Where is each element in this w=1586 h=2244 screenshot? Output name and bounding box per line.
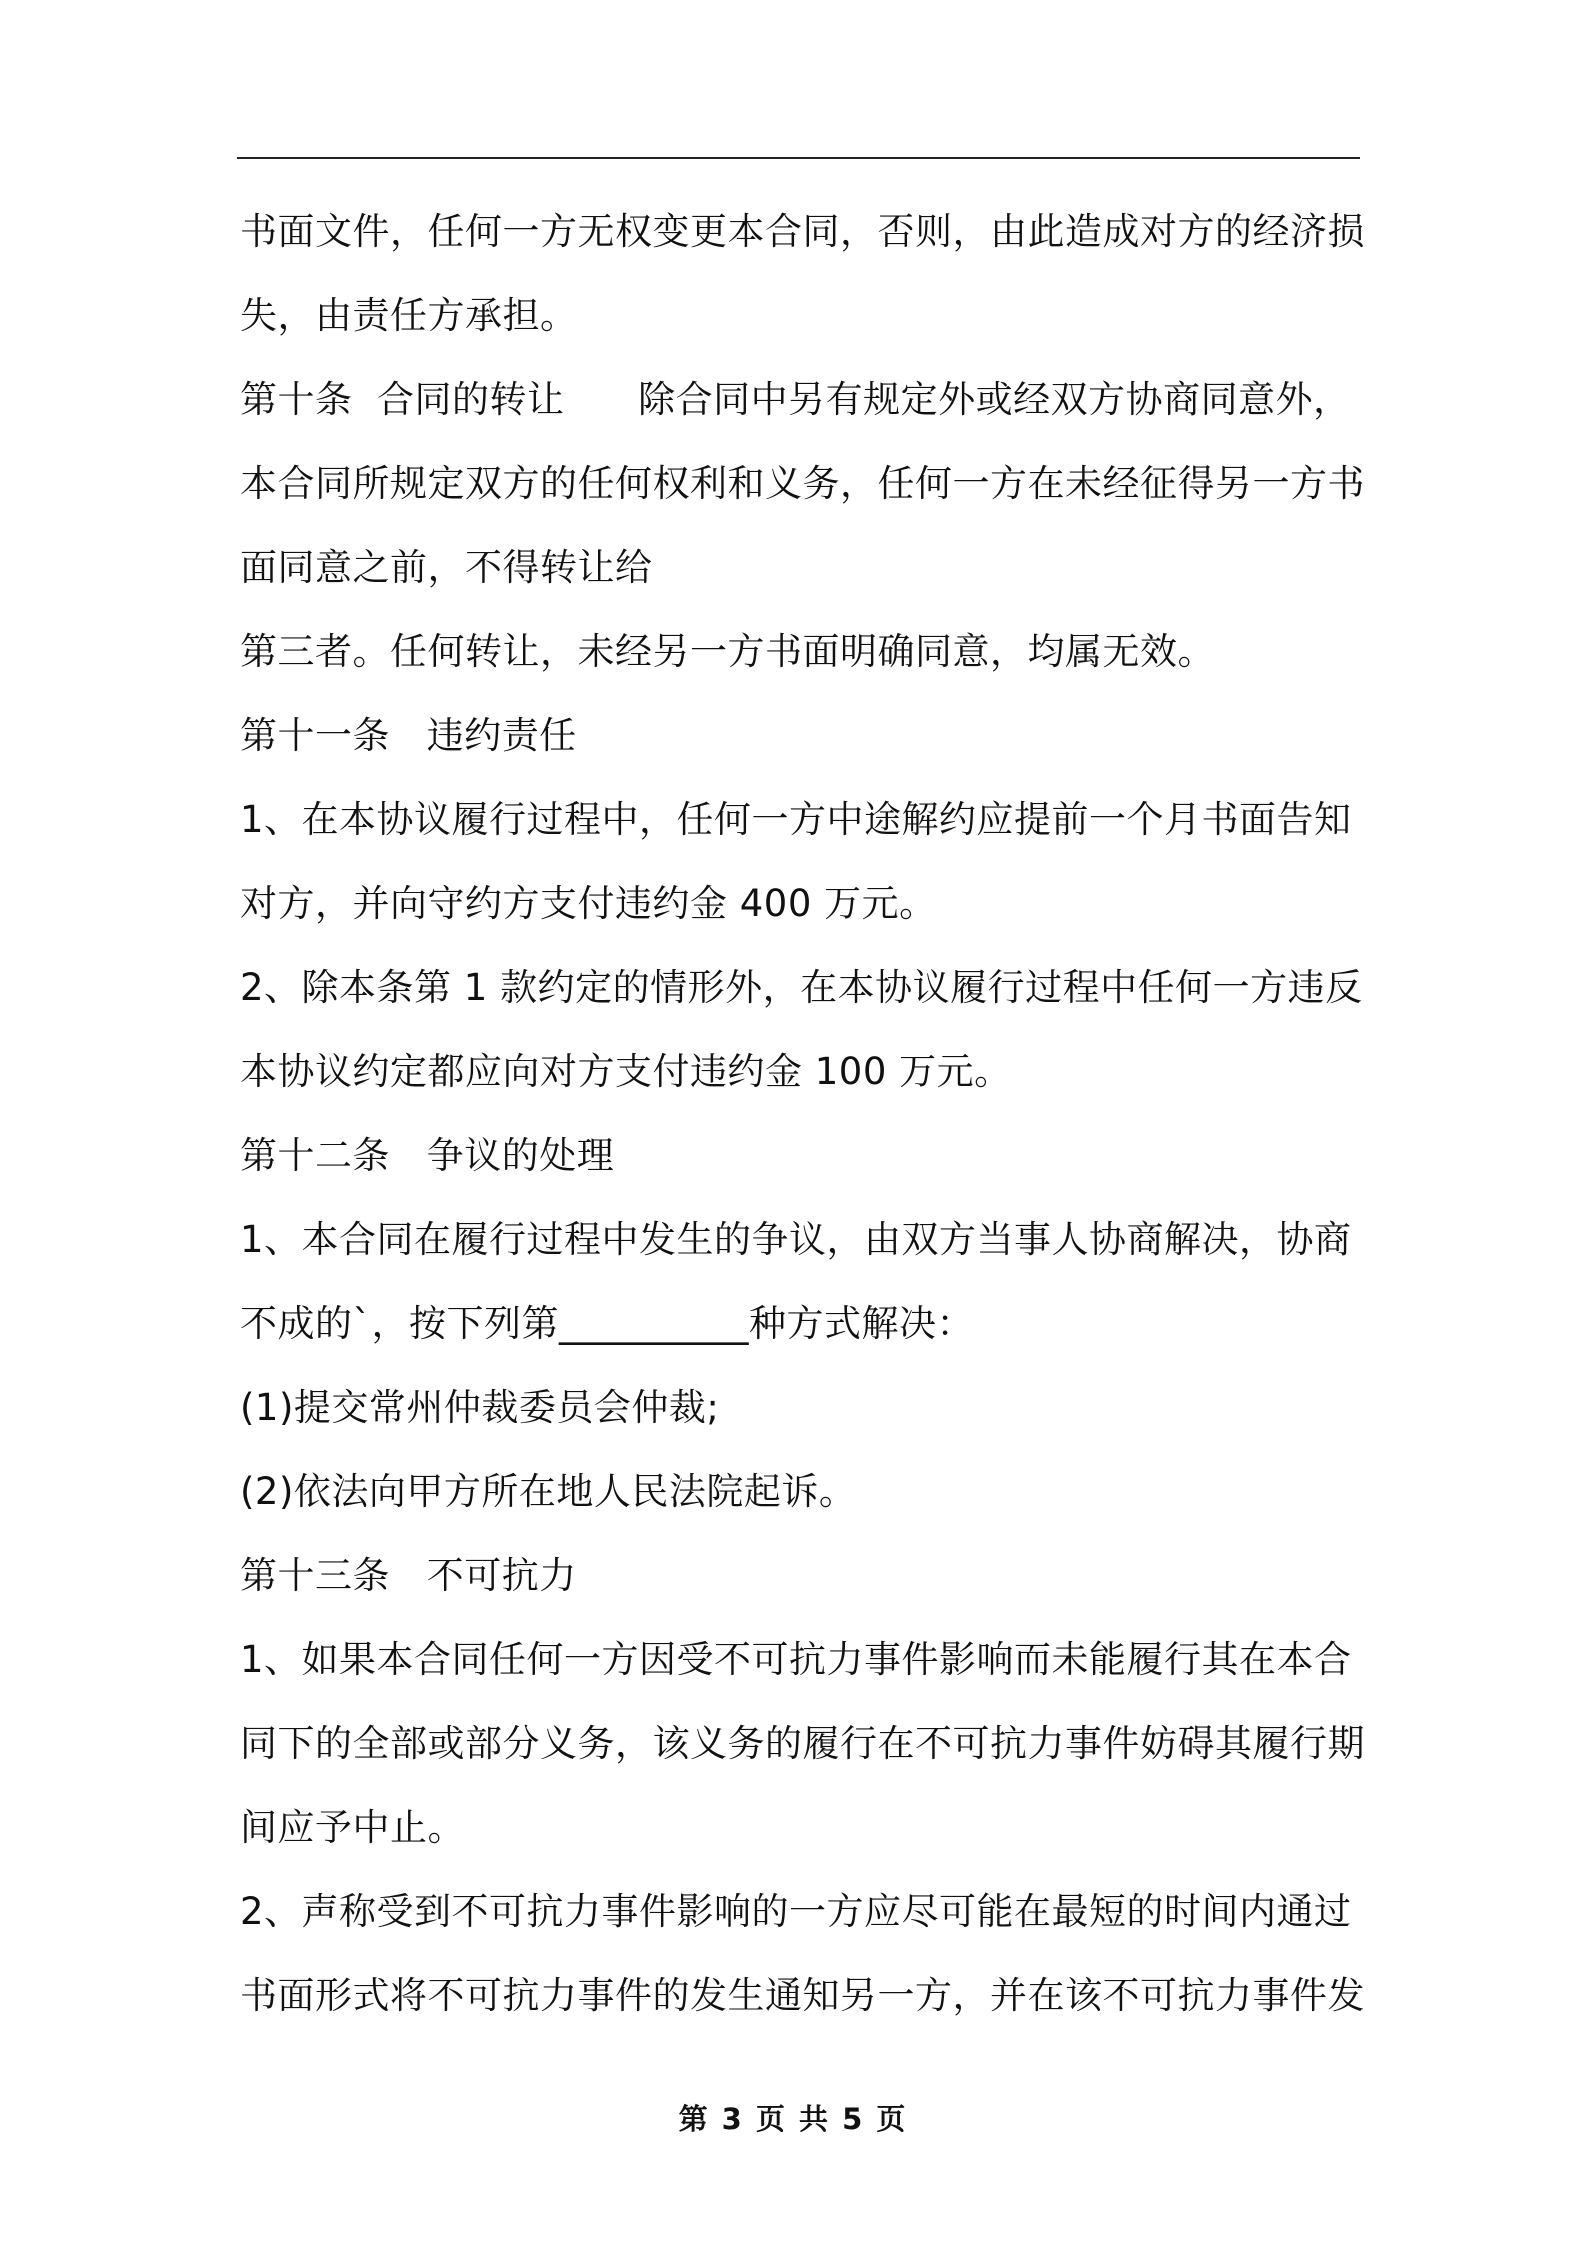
text-line: 2、除本条第 1 款约定的情形外，在本协议履行过程中任何一方违反 [240, 966, 1363, 1009]
text-line: 1、本合同在履行过程中发生的争议，由双方当事人协商解决，协商 [240, 1218, 1352, 1261]
article-11-heading: 第十一条 违约责任 [240, 714, 577, 757]
text-line: 不成的`，按下列第__________种方式解决： [240, 1302, 974, 1345]
text-line: 失，由责任方承担。 [240, 294, 578, 337]
text-line: 2、声称受到不可抗力事件影响的一方应尽可能在最短的时间内通过 [240, 1890, 1352, 1933]
text-line: 同下的全部或部分义务，该义务的履行在不可抗力事件妨碍其履行期 [240, 1722, 1365, 1765]
text-line: 本合同所规定双方的任何权利和义务，任何一方在未经征得另一方书 [240, 462, 1365, 505]
text-line: 1、如果本合同任何一方因受不可抗力事件影响而未能履行其在本合 [240, 1638, 1352, 1681]
text-line: (1)提交常州仲裁委员会仲裁; [240, 1386, 720, 1429]
text-line: 1、在本协议履行过程中，任何一方中途解约应提前一个月书面告知 [240, 798, 1352, 841]
header-divider [237, 157, 1360, 159]
text-line: 书面形式将不可抗力事件的发生通知另一方，并在该不可抗力事件发 [240, 1974, 1365, 2017]
text-line: 面同意之前，不得转让给 [240, 546, 653, 589]
article-10-heading: 第十条 合同的转让 除合同中另有规定外或经双方协商同意外， [240, 378, 1351, 421]
article-12-heading: 第十二条 争议的处理 [240, 1134, 615, 1177]
text-line: 间应予中止。 [240, 1806, 465, 1849]
article-13-heading: 第十三条 不可抗力 [240, 1554, 577, 1597]
text-line: 第三者。任何转让，未经另一方书面明确同意，均属无效。 [240, 630, 1215, 673]
text-line: 书面文件，任何一方无权变更本合同，否则，由此造成对方的经济损 [240, 210, 1365, 253]
text-line: 本协议约定都应向对方支付违约金 100 万元。 [240, 1050, 1012, 1093]
document-body [240, 190, 1365, 2038]
text-line: (2)依法向甲方所在地人民法院起诉。 [240, 1470, 857, 1513]
page-number-footer: 第 3 页 共 5 页 [678, 2102, 908, 2136]
text-line: 对方，并向守约方支付违约金 400 万元。 [240, 882, 937, 925]
